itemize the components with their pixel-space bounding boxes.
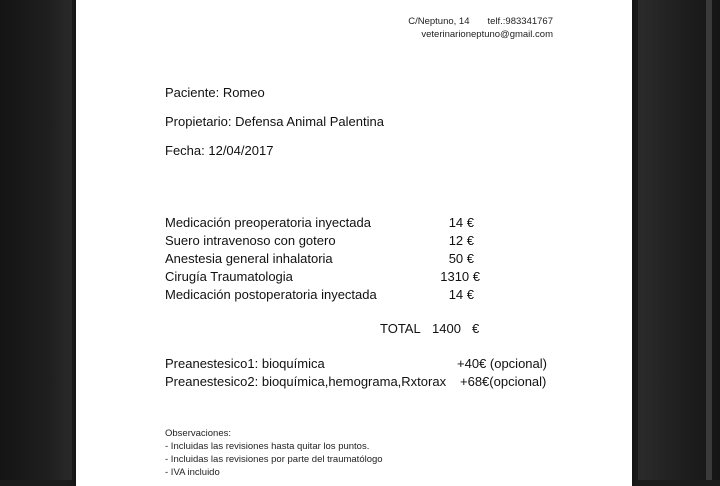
optional-price: +68€(opcional) [460,374,547,389]
invoice-date: Fecha: 12/04/2017 [165,143,274,158]
item-amount: 14 € [448,215,474,230]
clinic-email: veterinarioneptuno@gmail.com [421,29,553,40]
item-label: Suero intravenoso con gotero [165,233,336,248]
item-label: Cirugía Traumatologia [165,269,293,284]
total-currency: € [472,321,480,336]
owner-name: Propietario: Defensa Animal Palentina [165,114,384,129]
item-amount: 14 € [448,287,474,302]
item-amount: 1310 € [440,269,480,284]
item-amount: 50 € [448,251,474,266]
viewer-background-left [0,0,72,480]
item-label: Anestesia general inhalatoria [165,251,333,266]
optional-label: Preanestesico1: bioquímica [165,356,325,371]
patient-name: Paciente: Romeo [165,85,265,100]
invoice-page [76,0,632,486]
optional-price: +40€ (opcional) [457,356,547,371]
scrollbar[interactable] [706,0,712,480]
item-label: Medicación preoperatoria inyectada [165,215,371,230]
clinic-phone: telf.:983341767 [487,16,553,27]
observations-title: Observaciones: [165,428,232,439]
optional-label: Preanestesico2: bioquímica,hemograma,Rxtorax [165,374,447,389]
clinic-address: C/Neptuno, 14 [408,16,470,27]
contact-line [408,16,553,27]
observation-item: - Incluidas las revisiones por parte del traumatólogo [165,454,383,465]
observation-item: - Incluidas las revisiones hasta quitar los puntos. [165,441,370,452]
item-amount: 12 € [448,233,474,248]
total-label: TOTAL [380,321,421,336]
item-label: Medicación postoperatoria inyectada [165,287,377,302]
total-amount: 1400 [432,321,461,336]
observation-item: - IVA incluido [165,467,220,478]
